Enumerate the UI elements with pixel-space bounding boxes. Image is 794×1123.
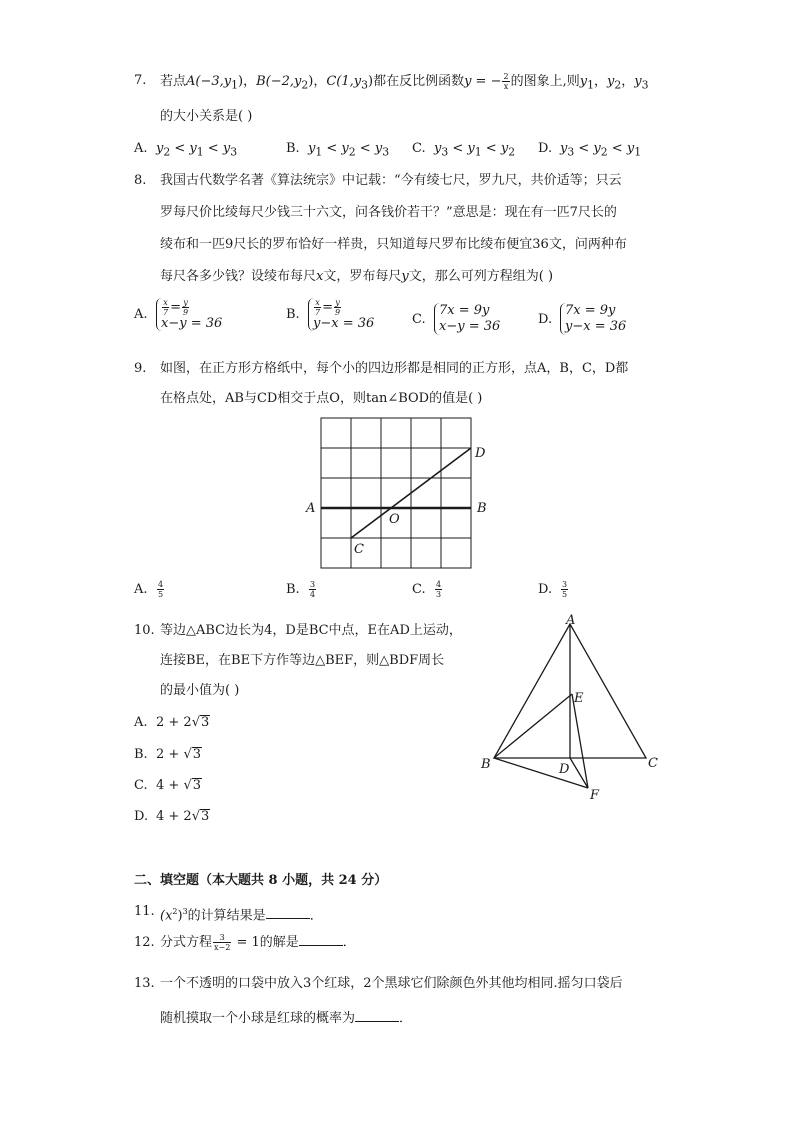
q11-number: 11.	[134, 904, 155, 919]
q7-y2-sub: 2	[614, 78, 622, 92]
q7-point-a: A(−3,y	[186, 74, 232, 89]
q7-option-b[interactable]: B. $y_1 < y_2 < y_3$	[286, 141, 390, 159]
q9-label-a: A	[306, 501, 316, 516]
q8-option-b-system	[308, 298, 374, 331]
q7-option-c-s3: 2	[508, 145, 516, 159]
q10-label-a: A	[566, 613, 576, 628]
q10-option-a[interactable]: A. 2 + 2√3	[134, 715, 210, 730]
q9-c-num: 4	[436, 580, 442, 589]
q7-option-d-s1: 3	[567, 145, 575, 159]
q7-point-b: B(−2,y	[256, 74, 302, 89]
q7-func-num: 2	[503, 72, 509, 81]
q9-c-den: 3	[436, 590, 442, 599]
q7-point-c-end: )都在反比例函数	[368, 74, 465, 89]
q10-d-rad: 3	[201, 809, 210, 824]
q9-option-a-label: A.	[134, 582, 148, 597]
q7-func-den: x	[503, 82, 509, 91]
q9-b-num: 3	[310, 580, 316, 589]
q11-exp-inner: 2	[172, 907, 178, 916]
q10-line1: 等边△ABC边长为4，D是BC中点，E在AD上运动，	[160, 623, 462, 638]
q12-end: ．	[342, 935, 356, 950]
q11-expr-mid: )	[177, 908, 183, 924]
q10-label-f: F	[590, 788, 600, 803]
q10-option-d[interactable]: D. 4 + 2√3	[134, 809, 210, 824]
q8-option-d[interactable]	[538, 303, 626, 335]
q8-line4-pre: 每尺各多少钱？设绫布每尺	[160, 269, 317, 284]
q10-line3: 的最小值为( )	[160, 683, 240, 698]
q12-post: = 1的解是	[232, 935, 299, 950]
q13-line2	[160, 1008, 412, 1028]
q9-option-d[interactable]	[538, 580, 569, 599]
q10-segment-bf	[494, 758, 588, 788]
q12-frac-den: x−2	[214, 943, 231, 952]
q9-option-c-label: C.	[412, 582, 426, 597]
q8-b-d1: 7	[315, 308, 321, 317]
q8-a-n2: y	[183, 298, 188, 307]
q10-segment-be	[494, 694, 572, 758]
q7-option-d-s3: 1	[634, 145, 642, 159]
q12-answer-blank[interactable]	[299, 932, 343, 946]
q7-stem-pre: 若点	[160, 74, 187, 89]
q8-option-c[interactable]	[412, 303, 500, 335]
q10-option-b[interactable]: B. 2 + √3	[134, 747, 202, 762]
q8-line2: 罗每尺价比绫每尺少钱三十六文，问各钱价若干？”意思是：现在有一匹7尺长的	[160, 205, 617, 220]
q10-option-c[interactable]: C. 4 + √3	[134, 778, 202, 793]
q10-label-b: B	[481, 757, 491, 772]
q9-option-b-label: B.	[286, 582, 300, 597]
q8-line4-y: y	[401, 269, 409, 284]
q8-a-n1: x	[163, 298, 168, 307]
q8-b-n2: y	[335, 298, 340, 307]
q7-option-b-s3: 3	[382, 145, 390, 159]
q7-option-c-s1: 3	[441, 145, 449, 159]
q9-label-d: D	[475, 446, 486, 461]
q8-line4-mid: 文，罗布每尺	[323, 269, 402, 284]
q7-option-d-s2: 2	[600, 145, 608, 159]
q10-a-rad: 3	[201, 715, 210, 730]
q9-label-b: B	[477, 501, 487, 516]
q13-answer-blank[interactable]	[355, 1008, 399, 1022]
q7-option-b-s2: 2	[348, 145, 356, 159]
q12-stem	[160, 931, 356, 952]
q8-a-eq: =	[170, 300, 181, 315]
q10-option-a-label: A.	[134, 715, 148, 730]
q8-a-d2: 9	[183, 308, 189, 317]
q10-label-c: C	[648, 756, 658, 771]
q10-line2: 连接BE，在BE下方作等边△BEF，则△BDF周长	[160, 653, 445, 668]
q7-option-c-s2: 1	[474, 145, 482, 159]
q8-b-d2: 9	[335, 308, 341, 317]
q10-a-pre: 2 + 2	[156, 715, 192, 730]
q13-line2-text: 随机摸取一个小球是红球的概率为	[160, 1011, 356, 1026]
q8-a-row2: x−y = 36	[161, 316, 223, 331]
q13-number: 13.	[134, 976, 155, 991]
q7-option-a-label: A.	[134, 141, 148, 156]
q7-sep1: ，	[593, 74, 607, 89]
q8-line4	[160, 268, 553, 286]
q10-option-b-label: B.	[134, 747, 148, 762]
q10-triangle-figure	[476, 612, 666, 806]
q7-point-c: C(1,y	[326, 74, 362, 89]
q8-c-row2: x−y = 36	[439, 319, 501, 334]
q7-option-a-s3: 3	[230, 145, 238, 159]
q8-option-b-label: B.	[286, 307, 300, 322]
q10-b-rad: 3	[192, 747, 202, 762]
q8-line4-end: 文，那么可列方程组为( )	[408, 269, 554, 284]
q8-c-row1: 7x = 9y	[439, 303, 490, 318]
q8-d-row2: y−x = 36	[565, 319, 627, 334]
q7-y3: y	[634, 74, 642, 89]
q8-b-n1: x	[315, 298, 320, 307]
section2-title: 二、填空题（本大题共 8 小题，共 24 分）	[134, 873, 388, 888]
q7-point-a-sub: 1	[231, 78, 239, 92]
q7-y1: y	[579, 74, 588, 89]
q7-number: 7.	[134, 73, 147, 88]
q10-label-e: E	[574, 691, 584, 706]
q7-option-b-label: B.	[286, 141, 300, 156]
q7-option-b-s1: 1	[315, 145, 323, 159]
q7-point-b-sub: 2	[301, 78, 309, 92]
q10-c-pre: 4 +	[156, 778, 184, 793]
q8-line4-x: x	[316, 269, 324, 284]
q8-option-c-label: C.	[412, 311, 426, 327]
q9-grid-figure	[300, 412, 500, 574]
q7-sep2: ，	[621, 74, 635, 89]
q10-number: 10.	[134, 623, 155, 638]
q8-d-row1: 7x = 9y	[565, 303, 616, 318]
q12-pre: 分式方程	[160, 935, 213, 950]
q9-option-a[interactable]	[134, 580, 165, 599]
q11-end: ．	[309, 908, 323, 924]
q7-option-d-label: D.	[538, 141, 553, 156]
q8-option-b[interactable]	[286, 298, 374, 331]
q10-c-rad: 3	[192, 778, 202, 793]
q10-d-pre: 4 + 2	[156, 809, 192, 824]
q9-option-c[interactable]	[412, 580, 443, 599]
q9-option-b[interactable]	[286, 580, 317, 599]
q7-option-a-s1: 2	[163, 145, 171, 159]
q7-y1-sub: 1	[587, 78, 594, 92]
q7-y3-sub: 3	[641, 78, 649, 92]
q8-option-c-system	[434, 303, 500, 335]
q7-point-b-end: )，	[308, 74, 327, 89]
q9-b-den: 4	[310, 590, 316, 599]
q11-stem	[160, 903, 323, 925]
q10-label-d: D	[559, 762, 570, 777]
q10-option-d-label: D.	[134, 809, 149, 824]
q8-option-d-label: D.	[538, 311, 553, 327]
q8-a-d1: 7	[163, 308, 169, 317]
q9-line2: 在格点处，AB与CD相交于点O，则tan∠BOD的值是( )	[160, 391, 483, 406]
q9-number: 9.	[134, 361, 147, 376]
q13-line1: 一个不透明的口袋中放入3个红球，2个黑球它们除颜色外其他均相同.摇匀口袋后	[160, 976, 623, 991]
q7-stem-post: 的图象上,则	[510, 74, 580, 89]
q9-d-num: 3	[562, 580, 568, 589]
q9-d-den: 5	[562, 590, 568, 599]
q8-option-d-system	[560, 303, 626, 335]
q8-line3: 绫布和一匹9尺长的罗布恰好一样贵，只知道每尺罗布比绫布便宜36文，问两种布	[160, 237, 627, 252]
q8-option-a-label: A.	[134, 307, 148, 322]
q7-option-a[interactable]: A. $y_2 < y_1 < y_3$	[134, 141, 238, 159]
q9-grid-lines	[321, 418, 471, 568]
q7-stem-line2: 的大小关系是( )	[160, 109, 253, 124]
q12-frac-num: 3	[213, 933, 231, 943]
q7-function-fraction	[502, 72, 509, 91]
q7-option-c-label: C.	[412, 141, 426, 156]
q9-label-c: C	[354, 542, 364, 557]
q10-option-c-label: C.	[134, 778, 148, 793]
q9-a-num: 4	[158, 580, 164, 589]
q7-option-a-s2: 1	[196, 145, 204, 159]
q8-b-eq: =	[322, 300, 333, 315]
q11-text: 的计算结果是	[187, 908, 266, 924]
q9-option-d-label: D.	[538, 582, 553, 597]
q10-b-pre: 2 +	[156, 747, 184, 762]
q7-y2: y	[606, 74, 615, 89]
q11-answer-blank[interactable]	[266, 905, 310, 919]
q7-point-a-end: )，	[238, 74, 257, 89]
q12-number: 12.	[134, 935, 155, 950]
q11-expr-pre: (x	[160, 908, 173, 924]
q13-end: ．	[399, 1011, 413, 1026]
q7-option-c[interactable]: C. $y_3 < y_1 < y_2$	[412, 141, 516, 159]
q8-line1: 我国古代数学名著《算法统宗》中记载：“今有绫七尺，罗九尺，共价适等；只云	[160, 173, 622, 188]
q7-point-c-sub: 3	[361, 78, 368, 92]
q7-function: y = −	[464, 74, 502, 89]
q8-option-a-system	[156, 298, 222, 331]
q7-option-d[interactable]: D. $y_3 < y_2 < y_1$	[538, 141, 642, 159]
q8-option-a[interactable]	[134, 298, 222, 331]
q11-exp-outer: 3	[182, 907, 188, 916]
q9-label-o: O	[389, 512, 400, 527]
q9-a-den: 5	[158, 590, 164, 599]
q8-b-row2: y−x = 36	[313, 316, 375, 331]
q8-number: 8.	[134, 173, 147, 188]
q7-stem	[160, 72, 649, 95]
q9-line1: 如图，在正方形方格纸中，每个小的四边形都是相同的正方形，点A，B，C，D都	[160, 361, 629, 376]
